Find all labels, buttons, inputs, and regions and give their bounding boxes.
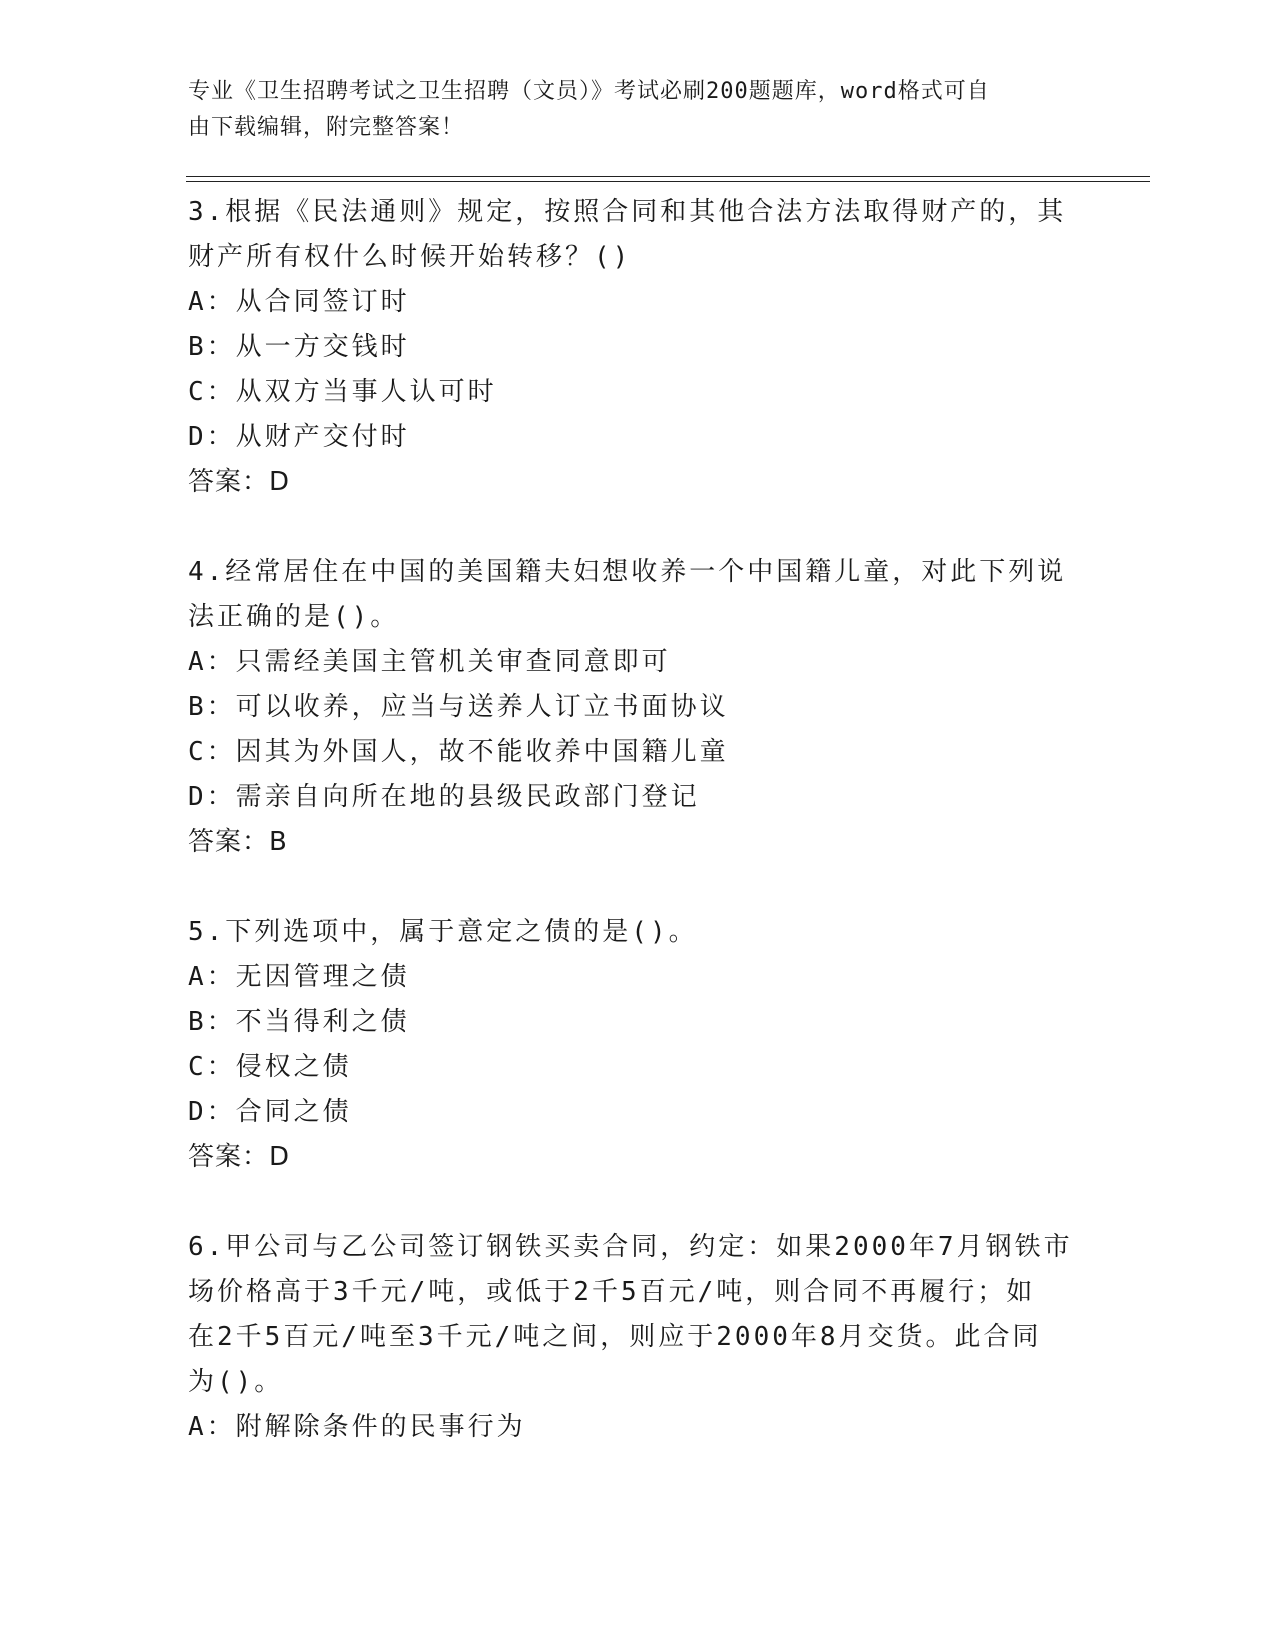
question-block: [188, 190, 1088, 505]
header-line-2: 由下载编辑，附完整答案！: [188, 115, 465, 140]
question-stem-line: 6.甲公司与乙公司签订钢铁买卖合同，约定：如果2000年7月钢铁市: [188, 1232, 1073, 1262]
question-stem-line: 在2千5百元/吨至3千元/吨之间，则应于2000年8月交货。此合同: [188, 1322, 1042, 1352]
question-block: [188, 1225, 1088, 1450]
answer-option: C：侵权之债: [188, 1052, 352, 1082]
answer-option: B：可以收养，应当与送养人订立书面协议: [188, 692, 729, 722]
answer-option: C：因其为外国人，故不能收养中国籍儿童: [188, 737, 729, 767]
question-stem-line: 法正确的是()。: [188, 602, 400, 632]
answer-option: A：只需经美国主管机关审查同意即可: [188, 647, 671, 677]
header-divider-top: [186, 176, 1150, 177]
correct-answer: 答案：D: [188, 1142, 291, 1172]
answer-option: D：合同之债: [188, 1097, 352, 1127]
answer-option: B：不当得利之债: [188, 1007, 410, 1037]
question-stem-line: 3.根据《民法通则》规定，按照合同和其他合法方法取得财产的，其: [188, 197, 1067, 227]
question-stem-line: 4.经常居住在中国的美国籍夫妇想收养一个中国籍儿童，对此下列说: [188, 557, 1067, 587]
answer-option: A：从合同签订时: [188, 287, 410, 317]
question-stem-line: 5.下列选项中，属于意定之债的是()。: [188, 917, 698, 947]
answer-option: B：从一方交钱时: [188, 332, 410, 362]
answer-option: D：需亲自向所在地的县级民政部门登记: [188, 782, 700, 812]
correct-answer: 答案：B: [188, 827, 288, 857]
document-header: [188, 74, 1068, 146]
answer-option: C：从双方当事人认可时: [188, 377, 497, 407]
header-divider-bottom: [186, 181, 1150, 182]
question-block: [188, 550, 1088, 865]
question-stem-line: 场价格高于3千元/吨，或低于2千5百元/吨，则合同不再履行；如: [188, 1277, 1036, 1307]
question-list: [188, 190, 1088, 1495]
question-stem-line: 为()。: [188, 1367, 284, 1397]
answer-option: A：无因管理之债: [188, 962, 410, 992]
header-line-1: 专业《卫生招聘考试之卫生招聘（文员）》考试必刷200题题库，word格式可自: [188, 79, 990, 104]
answer-option: A：附解除条件的民事行为: [188, 1412, 526, 1442]
question-block: [188, 910, 1088, 1180]
correct-answer: 答案：D: [188, 467, 291, 497]
question-stem-line: 财产所有权什么时候开始转移？(): [188, 242, 632, 272]
answer-option: D：从财产交付时: [188, 422, 410, 452]
